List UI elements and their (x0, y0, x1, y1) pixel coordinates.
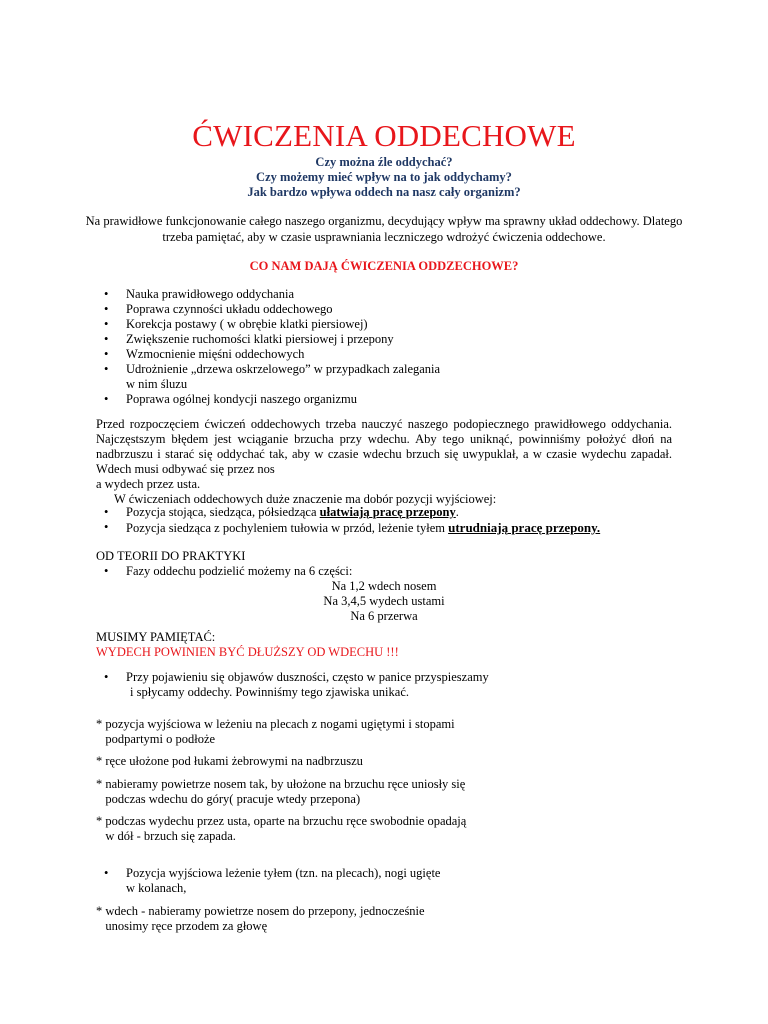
benefits-heading: CO NAM DAJĄ ĆWICZENIA ODDZECHOWE? (249, 259, 519, 273)
bullet-icon: • (104, 866, 109, 880)
bullet-icon: • (104, 302, 109, 316)
exercise-step-cont: podczas wdechu do góry( pracuje wtedy przepona) (96, 792, 361, 806)
intro-paragraph: Przed rozpoczęciem ćwiczeń oddechowych trzeba nauczyć naszego podopiecznego prawidłowego oddychania. Najczęstszym błędem jest wciąganie brzucha przy wdechu. Aby tego uniknąć, powinniśmy położyć dłoń na nadbrzuszu i starać się oddychać tak, aby w czasie wdechu brzuch się uwypuklał, a w czasie wydechu zapadał. Wdech musi odbywać się przez nos (96, 417, 672, 476)
bullet-icon: • (104, 332, 109, 346)
theory-heading: OD TEORII DO PRAKTYKI (96, 549, 246, 563)
phase-2: Na 3,4,5 wydech ustami (323, 594, 445, 608)
exercise-step: * wdech - nabieramy powietrze nosem do przepony, jednocześnie (96, 904, 425, 918)
bullet-icon: • (104, 287, 109, 301)
exercise-step-cont: podpartymi o podłoże (96, 732, 216, 746)
bullet-icon: • (104, 564, 109, 578)
subtitle-2: Czy możemy mieć wpływ na to jak oddychamy? (256, 170, 512, 184)
exercise-step: * nabieramy powietrze nosem tak, by ułożone na brzuchu ręce uniosły się (96, 777, 466, 791)
intro-line-1: Na prawidłowe funkcjonowanie całego naszego organizmu, decydujący wpływ ma sprawny układ oddechowy. Dlatego (85, 214, 683, 228)
subtitle-1: Czy można źle oddychać? (315, 155, 453, 169)
exercise-step: * podczas wydechu przez usta, oparte na brzuchu ręce swobodnie opadają (96, 814, 467, 828)
subtitle-3: Jak bardzo wpływa oddech na nasz cały organizm? (247, 185, 521, 199)
emphasis-text: utrudniają pracę przepony. (448, 520, 601, 535)
paragraph-last-line: a wydech przez usta. (96, 477, 201, 491)
bullet-icon: • (104, 392, 109, 406)
document-page: ĆWICZENIA ODDECHOWE Czy można źle oddychać? Czy możemy mieć wpływ na to jak oddychamy? Jak bardzo wpływa oddech na nasz cały organizm? Na prawidłowe funkcjonowanie całego naszego organizmu, decydujący wpływ ma sprawny układ oddechowy. Dlatego trzeba pamiętać, aby w czasie usprawniania leczniczego wdrożyć ćwiczenia oddechowe. CO NAM DAJĄ ĆWICZENIA ODDZECHOWE? • Nauka prawidłowego oddychania • Poprawa czynności układu oddechowego • Korekcja postawy ( w obrębie klatki piersiowej) • Zwiększenie ruchomości klatki piersiowej i przepony • Wzmocnienie mięśni oddechowych • Udrożnienie „drzewa oskrzelowego” w przypadkach zalegania w nim śluzu • Poprawa ogólnej kondycji naszego organizmu Przed rozpoczęciem ćwiczeń oddechowych trzeba nauczyć naszego podopiecznego prawidłowego oddychania. Najczęstszym błędem jest wciąganie brzucha przy wdechu. Aby tego uniknąć, powinniśmy położyć dłoń na nadbrzuszu i starać się oddychać tak, aby w czasie wdechu brzuch się uwypuklał, a w czasie wydechu zapadał. Wdech musi odbywać się przez nos a wydech przez usta. W ćwiczeniach oddechowych duże znaczenie ma dobór pozycji wyjściowej: • Pozycja stojąca, siedząca, półsiedząca ułatwiają pracę przepony. • Pozycja siedząca z pochyleniem tułowia w przód, leżenie tyłem utrudniają pracę przepony. OD TEORII DO PRAKTYKI • Fazy oddechu podzielić możemy na 6 części: Na 1,2 wdech nosem Na 3,4,5 wydech ustami Na 6 przerwa MUSIMY PAMIĘTAĆ: WYDECH POWINIEN BYĆ DŁUŻSZY OD WDECHU !!! • Przy pojawieniu się objawów duszności, często w panice przyspieszamy i spłycamy oddechy. Powinniśmy tego zjawiska unikać. * pozycja wyjściowa w leżeniu na plecach z nogami ugiętymi i stopami podpartymi o podłoże * ręce ułożone pod łukami żebrowymi na nadbrzuszu * nabieramy powietrze nosem tak, by ułożone na brzuchu ręce uniosły się podczas wdechu do góry( pracuje wtedy przepona) * podczas wydechu przez usta, oparte na brzuchu ręce swobodnie opadają w dół - brzuch się zapada. • Pozycja wyjściowa leżenie tyłem (tzn. na plecach), nogi ugięte w kolanach, * wdech - nabieramy powietrze nosem do przepony, jednocześnie unosimy ręce przodem za głowę (0, 0, 768, 1024)
remember-heading: MUSIMY PAMIĘTAĆ: (96, 630, 216, 644)
bullet-icon: • (104, 505, 109, 519)
intro-line-2: trzeba pamiętać, aby w czasie usprawniania leczniczego wdrożyć ćwiczenia oddechowe. (162, 230, 606, 244)
page-title: ĆWICZENIA ODDECHOWE (192, 118, 576, 153)
bullet-icon: • (104, 520, 109, 534)
bullet-icon: • (104, 347, 109, 361)
exercise-step-cont: w dół - brzuch się zapada. (96, 829, 236, 843)
phase-1: Na 1,2 wdech nosem (331, 579, 437, 593)
exercise-step: * pozycja wyjściowa w leżeniu na plecach z nogami ugiętymi i stopami (96, 717, 455, 731)
bullet-icon: • (104, 670, 109, 684)
bullet-icon: • (104, 317, 109, 331)
phase-3: Na 6 przerwa (350, 609, 418, 623)
exercise-step-cont: unosimy ręce przodem za głowę (96, 919, 268, 933)
exercise-step: * ręce ułożone pod łukami żebrowymi na nadbrzuszu (96, 754, 363, 768)
positions-intro: W ćwiczeniach oddechowych duże znaczenie ma dobór pozycji wyjściowej: (114, 492, 497, 506)
emphasis-text: ułatwiają pracę przepony (319, 505, 456, 519)
remember-warning: WYDECH POWINIEN BYĆ DŁUŻSZY OD WDECHU !!! (96, 645, 399, 659)
bullet-icon: • (104, 362, 109, 376)
